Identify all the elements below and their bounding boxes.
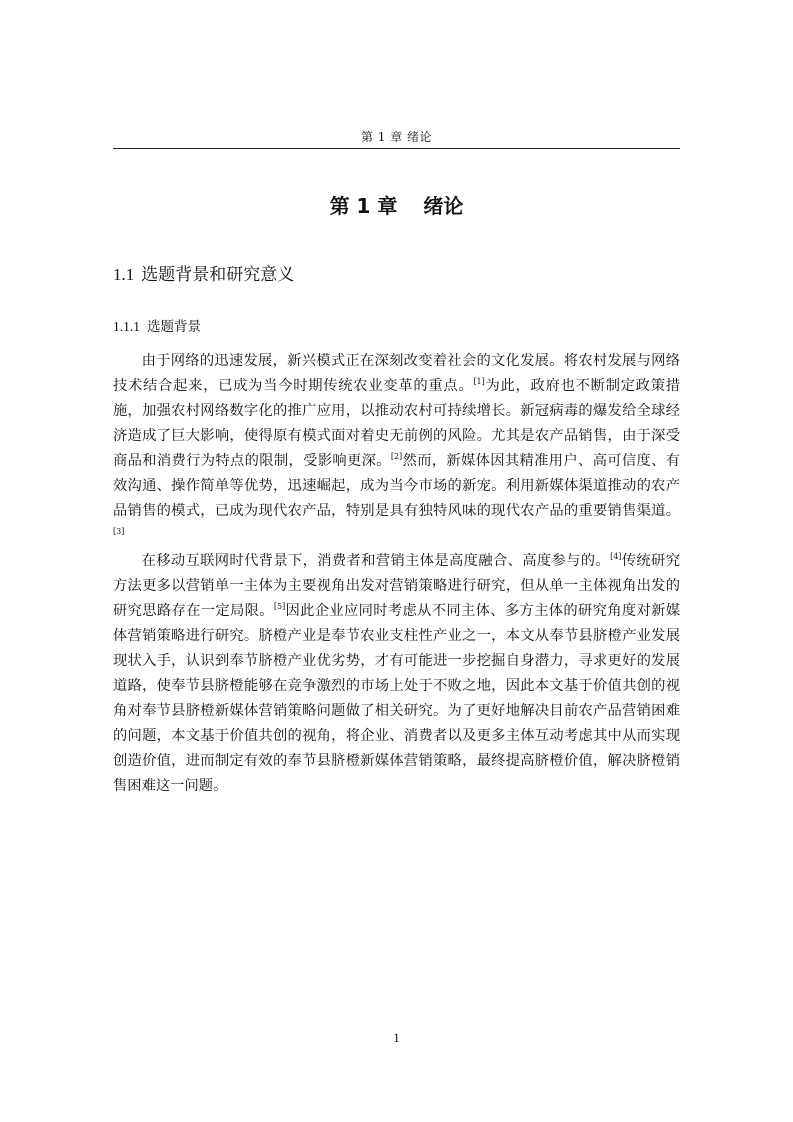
citation-ref[interactable]: [1] [473,377,485,386]
section-title: 选题背景和研究意义 [141,265,295,285]
citation-ref[interactable]: [3] [113,527,125,536]
page-number: 1 [393,1030,400,1045]
body-text-segment: 在移动互联网时代背景下，消费者和营销主体是高度融合、高度参与的。 [141,553,611,569]
body-text-segment: 为此，政府也不断制定政策措施，加强农村网络数字化的推广应用，以推动农村可持续增长。新冠病毒的爆发给全球经济造成了巨大影响，使得原有模式面对着史无前例的风险。尤其是农产品销售，由于深受商品和消费行为特点的限制，受影响更深。 [113,378,681,469]
paragraph [113,549,680,799]
citation-ref[interactable]: [5] [273,602,286,611]
subsection-number: 1.1.1 [113,319,140,334]
citation-ref[interactable]: [2] [390,452,403,461]
body-text-segment: 由于网络的迅速发展，新兴模式正在深刻改变着社会的文化发展。将农村发展与网络技术结合起来，已成为当今时期传统农业变革的重点。 [113,353,680,394]
body-text [113,349,680,799]
body-text-segment: 然而，新媒体因其精准用户、高可信度、有效沟通、操作简单等优势，迅速崛起，成为当今市场的新宠。利用新媒体渠道推动的农产品销售的模式，已成为现代农产品，特别是具有独特风味的现代农产品的重要销售渠道。 [113,453,680,519]
body-text-segment: 传统研究方法更多以营销单一主体为主要视角出发对营销策略进行研究，但从单一主体视角出发的研究思路存在一定局限。 [113,553,680,619]
subsection-title: 选题背景 [147,319,201,335]
chapter-title [113,190,680,219]
paragraph [113,349,680,549]
running-header: 第 1 章 绪论 [360,130,433,144]
body-text-segment: 因此企业应同时考虑从不同主体、多方主体的研究角度对新媒体营销策略进行研究。脐橙产业是奉节农业支柱性产业之一，本文从奉节县脐橙产业发展现状入手，认识到奉节脐橙产业优劣势，才有可能进一步挖掘自身潜力，寻求更好的发展道路，使奉节县脐橙能够在竞争激烈的市场上处于不败之地，因此本文基于价值共创的视角对奉节县脐橙新媒体营销策略问题做了相关研究。为了更好地解决目前农产品营销困难的问题，本文基于价值共创的视角，将企业、消费者以及更多主体互动考虑其中从而实现创造价值，进而制定有效的奉节县脐橙新媒体营销策略，最终提高脐橙价值，解决脐橙销售困难这一问题。 [113,603,681,794]
header-rule [113,148,680,149]
chapter-title-text: 绪论 [423,194,464,218]
citation-ref[interactable]: [4] [610,552,622,561]
chapter-number: 第 1 章 [329,194,398,218]
section-number: 1.1 [113,265,135,284]
subsection-heading [113,315,201,335]
section-heading [113,260,294,285]
